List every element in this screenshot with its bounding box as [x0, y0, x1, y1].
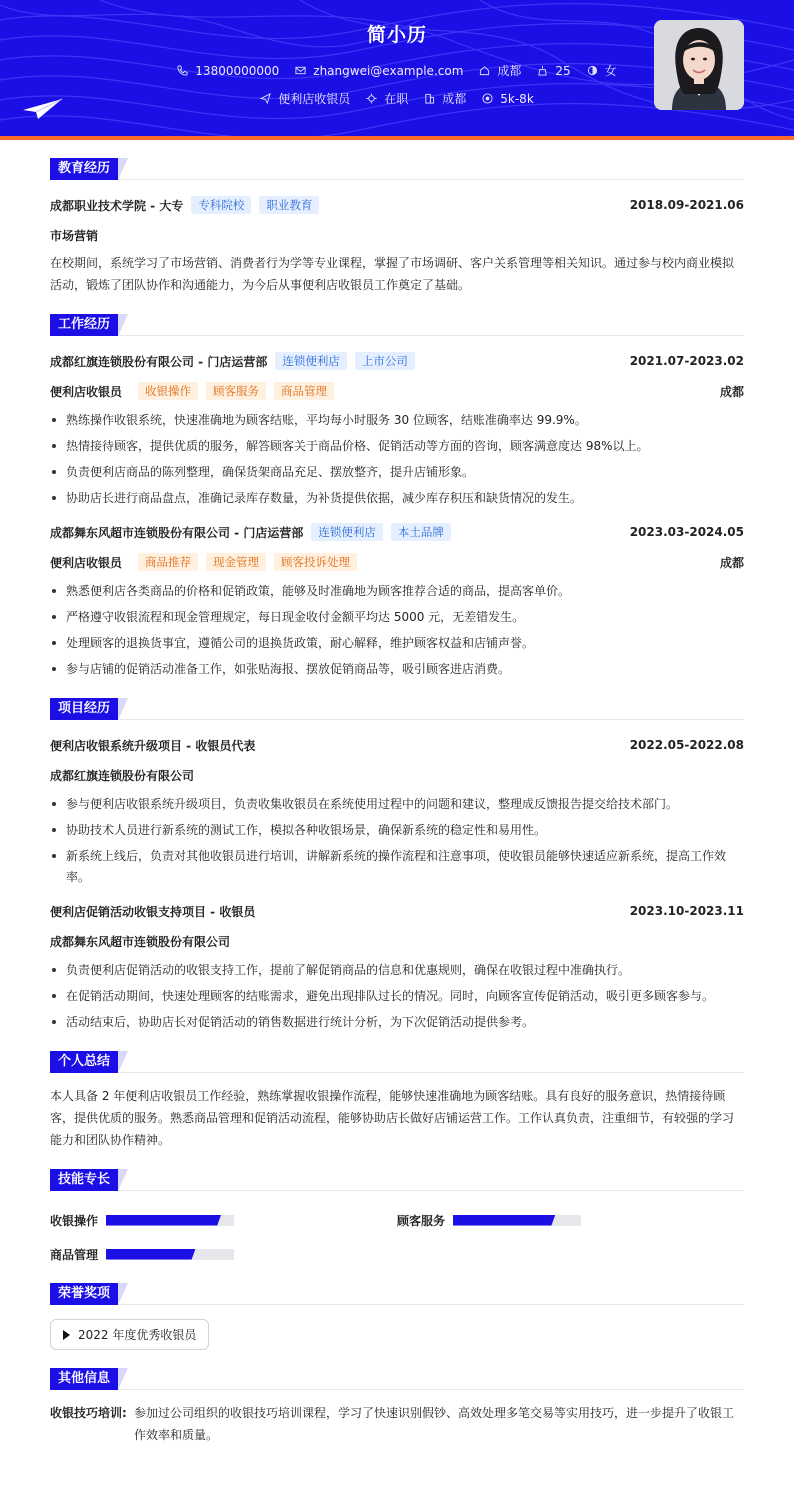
section-header [50, 1368, 744, 1390]
salary-text: 5k-8k [500, 91, 534, 106]
list-item: 参与店铺的促销活动准备工作，如张贴海报、摆放促销商品等，吸引顾客进店消费。 [50, 659, 744, 680]
company-name: 成都舞东风超市连锁股份有限公司 - 门店运营部 [50, 525, 304, 540]
section-title: 项目经历 [50, 698, 118, 720]
other-key: 收银技巧培训: [50, 1406, 127, 1420]
list-item: 负责便利店商品的陈列整理，确保货架商品充足、摆放整齐，提升店铺形象。 [50, 462, 744, 483]
salary-icon [482, 93, 493, 104]
summary-text: 本人具备 2 年便利店收银员工作经验，熟练掌握收银操作流程，能够快速准确地为顾客结账。具有良好的服务意识，热情接待顾客，提供优质的服务。熟悉商品管理和促销活动流程，能够协助店长做好店铺运营工作。工作认真负责，注重细节，有较强的学习能力和团队协作精神。 [50, 1089, 735, 1147]
award-text: 2022 年度优秀收银员 [78, 1328, 197, 1342]
skill-name: 顾客服务 [397, 1213, 446, 1228]
skill-item [397, 1203, 744, 1237]
phone-item [177, 64, 279, 78]
role: 便利店收银员 [50, 555, 123, 570]
company-tag: 连锁便利店 [311, 523, 383, 541]
section-header [50, 1051, 744, 1073]
list-item: 热情接待顾客，提供优质的服务，解答顾客关于商品价格、促销活动等方面的咨询，顾客满意度达 98%以上。 [50, 436, 744, 457]
other-value: 参加过公司组织的收银技巧培训课程，学习了快速识别假钞、高效处理多笔交易等实用技巧，进一步提升了收银工作效率和质量。 [134, 1406, 735, 1442]
resume-body [0, 158, 794, 1446]
project-bullets [50, 794, 744, 888]
list-item: 熟练操作收银系统，快速准确地为顾客结账，平均每小时服务 30 位顾客，结账准确率达 99.9%。 [50, 410, 744, 431]
section-title: 技能专长 [50, 1169, 118, 1191]
company-tag: 本土品牌 [391, 523, 451, 541]
school-name: 成都职业技术学院 - 大专 [50, 198, 184, 213]
project-bullets [50, 960, 744, 1033]
skill-item [50, 1237, 397, 1271]
email-text: zhangwei@example.com [313, 63, 464, 78]
send-icon [260, 93, 271, 104]
profile-photo [654, 20, 744, 110]
work-date: 2023.03-2024.05 [629, 525, 744, 539]
role: 便利店收银员 [50, 384, 123, 399]
skill-tag: 收银操作 [138, 382, 198, 400]
gender-text: 女 [604, 64, 617, 78]
paper-plane-icon [22, 98, 64, 120]
work-section [50, 314, 744, 680]
section-header [50, 1169, 744, 1191]
project-org: 成都红旗连锁股份有限公司 [50, 768, 195, 783]
section-title: 工作经历 [50, 314, 118, 336]
job-target-text: 便利店收银员 [278, 92, 351, 106]
section-title: 其他信息 [50, 1368, 118, 1390]
list-item: 熟悉便利店各类商品的价格和促销政策，能够及时准确地为顾客推荐合适的商品，提高客单价。 [50, 581, 744, 602]
skill-bar [106, 1249, 234, 1260]
list-item: 负责便利店促销活动的收银支持工作，提前了解促销商品的信息和优惠规则，确保在收银过程中准确执行。 [50, 960, 744, 981]
skills-section [50, 1169, 744, 1271]
list-item: 参与便利店收银系统升级项目，负责收集收银员在系统使用过程中的问题和建议，整理成反馈报告提交给技术部门。 [50, 794, 744, 815]
project-org: 成都舞东风超市连锁股份有限公司 [50, 934, 231, 949]
skill-tag: 顾客服务 [206, 382, 266, 400]
work-item [50, 519, 744, 680]
work-date: 2021.07-2023.02 [629, 354, 744, 368]
job-city-item [424, 90, 466, 107]
job-city-text: 成都 [442, 92, 467, 106]
major: 市场营销 [50, 228, 99, 243]
school-tag: 专科院校 [191, 196, 251, 214]
home-icon [479, 65, 490, 76]
award-item[interactable] [50, 1319, 209, 1350]
age-text: 25 [555, 63, 571, 78]
section-title-tail [118, 1051, 128, 1073]
summary-section [50, 1051, 744, 1151]
phone-icon [177, 65, 188, 76]
list-item: 处理顾客的退换货事宜，遵循公司的退换货政策，耐心解释，维护顾客权益和店铺声誉。 [50, 633, 744, 654]
city-item [479, 62, 521, 79]
section-title-tail [118, 698, 128, 720]
education-section [50, 158, 744, 296]
age-icon [537, 65, 548, 76]
building-icon [424, 93, 435, 104]
skill-bar [453, 1215, 581, 1226]
company-tag: 上市公司 [355, 352, 415, 370]
project-name: 便利店促销活动收银支持项目 - 收银员 [50, 904, 256, 919]
section-title-tail [118, 314, 128, 336]
project-section [50, 698, 744, 1033]
project-item [50, 898, 744, 1033]
section-header [50, 698, 744, 720]
phone-text: 13800000000 [195, 63, 280, 78]
skill-tag: 现金管理 [206, 553, 266, 571]
age-item [537, 64, 570, 78]
candidate-name: 简小历 [366, 24, 427, 46]
skill-tag: 商品管理 [274, 382, 334, 400]
status-icon [366, 93, 377, 104]
section-title: 教育经历 [50, 158, 118, 180]
project-date: 2022.05-2022.08 [629, 738, 744, 752]
gender-icon [587, 65, 598, 76]
mail-icon [295, 65, 306, 76]
city-text: 成都 [497, 64, 522, 78]
avatar [654, 20, 744, 110]
section-header [50, 314, 744, 336]
skill-tag: 顾客投诉处理 [274, 553, 357, 571]
work-bullets [50, 410, 744, 509]
job-target-item [260, 90, 350, 107]
work-item [50, 348, 744, 509]
skill-bar-fill [106, 1215, 221, 1226]
expand-triangle-icon [63, 1330, 70, 1340]
list-item: 协助技术人员进行新系统的测试工作，模拟各种收银场景，确保新系统的稳定性和易用性。 [50, 820, 744, 841]
skill-bar-fill [106, 1249, 196, 1260]
skill-bar [106, 1215, 234, 1226]
list-item: 新系统上线后，负责对其他收银员进行培训，讲解新系统的操作流程和注意事项，使收银员能够快速适应新系统，提高工作效率。 [50, 846, 744, 888]
company-tag: 连锁便利店 [275, 352, 347, 370]
awards-section [50, 1283, 744, 1350]
education-desc: 在校期间，系统学习了市场营销、消费者行为学等专业课程，掌握了市场调研、客户关系管理等相关知识。通过参与校内商业模拟活动，锻炼了团队协作和沟通能力，为今后从事便利店收银员工作奠定了基础。 [50, 256, 735, 292]
skill-name: 收银操作 [50, 1213, 99, 1228]
list-item: 协助店长进行商品盘点，准确记录库存数量，为补货提供依据，减少库存积压和缺货情况的发生。 [50, 488, 744, 509]
company-name: 成都红旗连锁股份有限公司 - 门店运营部 [50, 354, 268, 369]
school-tag: 职业教育 [259, 196, 319, 214]
section-title-tail [118, 1368, 128, 1390]
resume-header [0, 0, 794, 140]
work-location: 成都 [719, 384, 744, 399]
work-location: 成都 [719, 555, 744, 570]
work-bullets [50, 581, 744, 680]
list-item: 在促销活动期间，快速处理顾客的结账需求，避免出现排队过长的情况。同时，向顾客宣传促销活动，吸引更多顾客参与。 [50, 986, 744, 1007]
section-title: 荣誉奖项 [50, 1283, 118, 1305]
email-item [295, 64, 463, 78]
section-title-tail [118, 1169, 128, 1191]
skill-tag: 商品推荐 [138, 553, 198, 571]
list-item: 活动结束后，协助店长对促销活动的销售数据进行统计分析，为下次促销活动提供参考。 [50, 1012, 744, 1033]
project-date: 2023.10-2023.11 [629, 904, 744, 918]
list-item: 严格遵守收银流程和现金管理规定，每日现金收付金额平均达 5000 元，无差错发生。 [50, 607, 744, 628]
other-item [50, 1402, 744, 1446]
other-section [50, 1368, 744, 1446]
education-date: 2018.09-2021.06 [629, 198, 744, 212]
section-title-tail [118, 1283, 128, 1305]
skills-grid [50, 1203, 744, 1271]
salary-item [482, 92, 534, 106]
project-item [50, 732, 744, 888]
gender-item [587, 62, 617, 79]
section-title: 个人总结 [50, 1051, 118, 1073]
section-header [50, 158, 744, 180]
skill-bar-fill [453, 1215, 555, 1226]
section-header [50, 1283, 744, 1305]
education-row [50, 192, 744, 218]
skill-item [50, 1203, 397, 1237]
skill-name: 商品管理 [50, 1247, 99, 1262]
status-text: 在职 [384, 92, 409, 106]
section-title-tail [118, 158, 128, 180]
project-name: 便利店收银系统升级项目 - 收银员代表 [50, 738, 256, 753]
status-item [366, 90, 408, 107]
